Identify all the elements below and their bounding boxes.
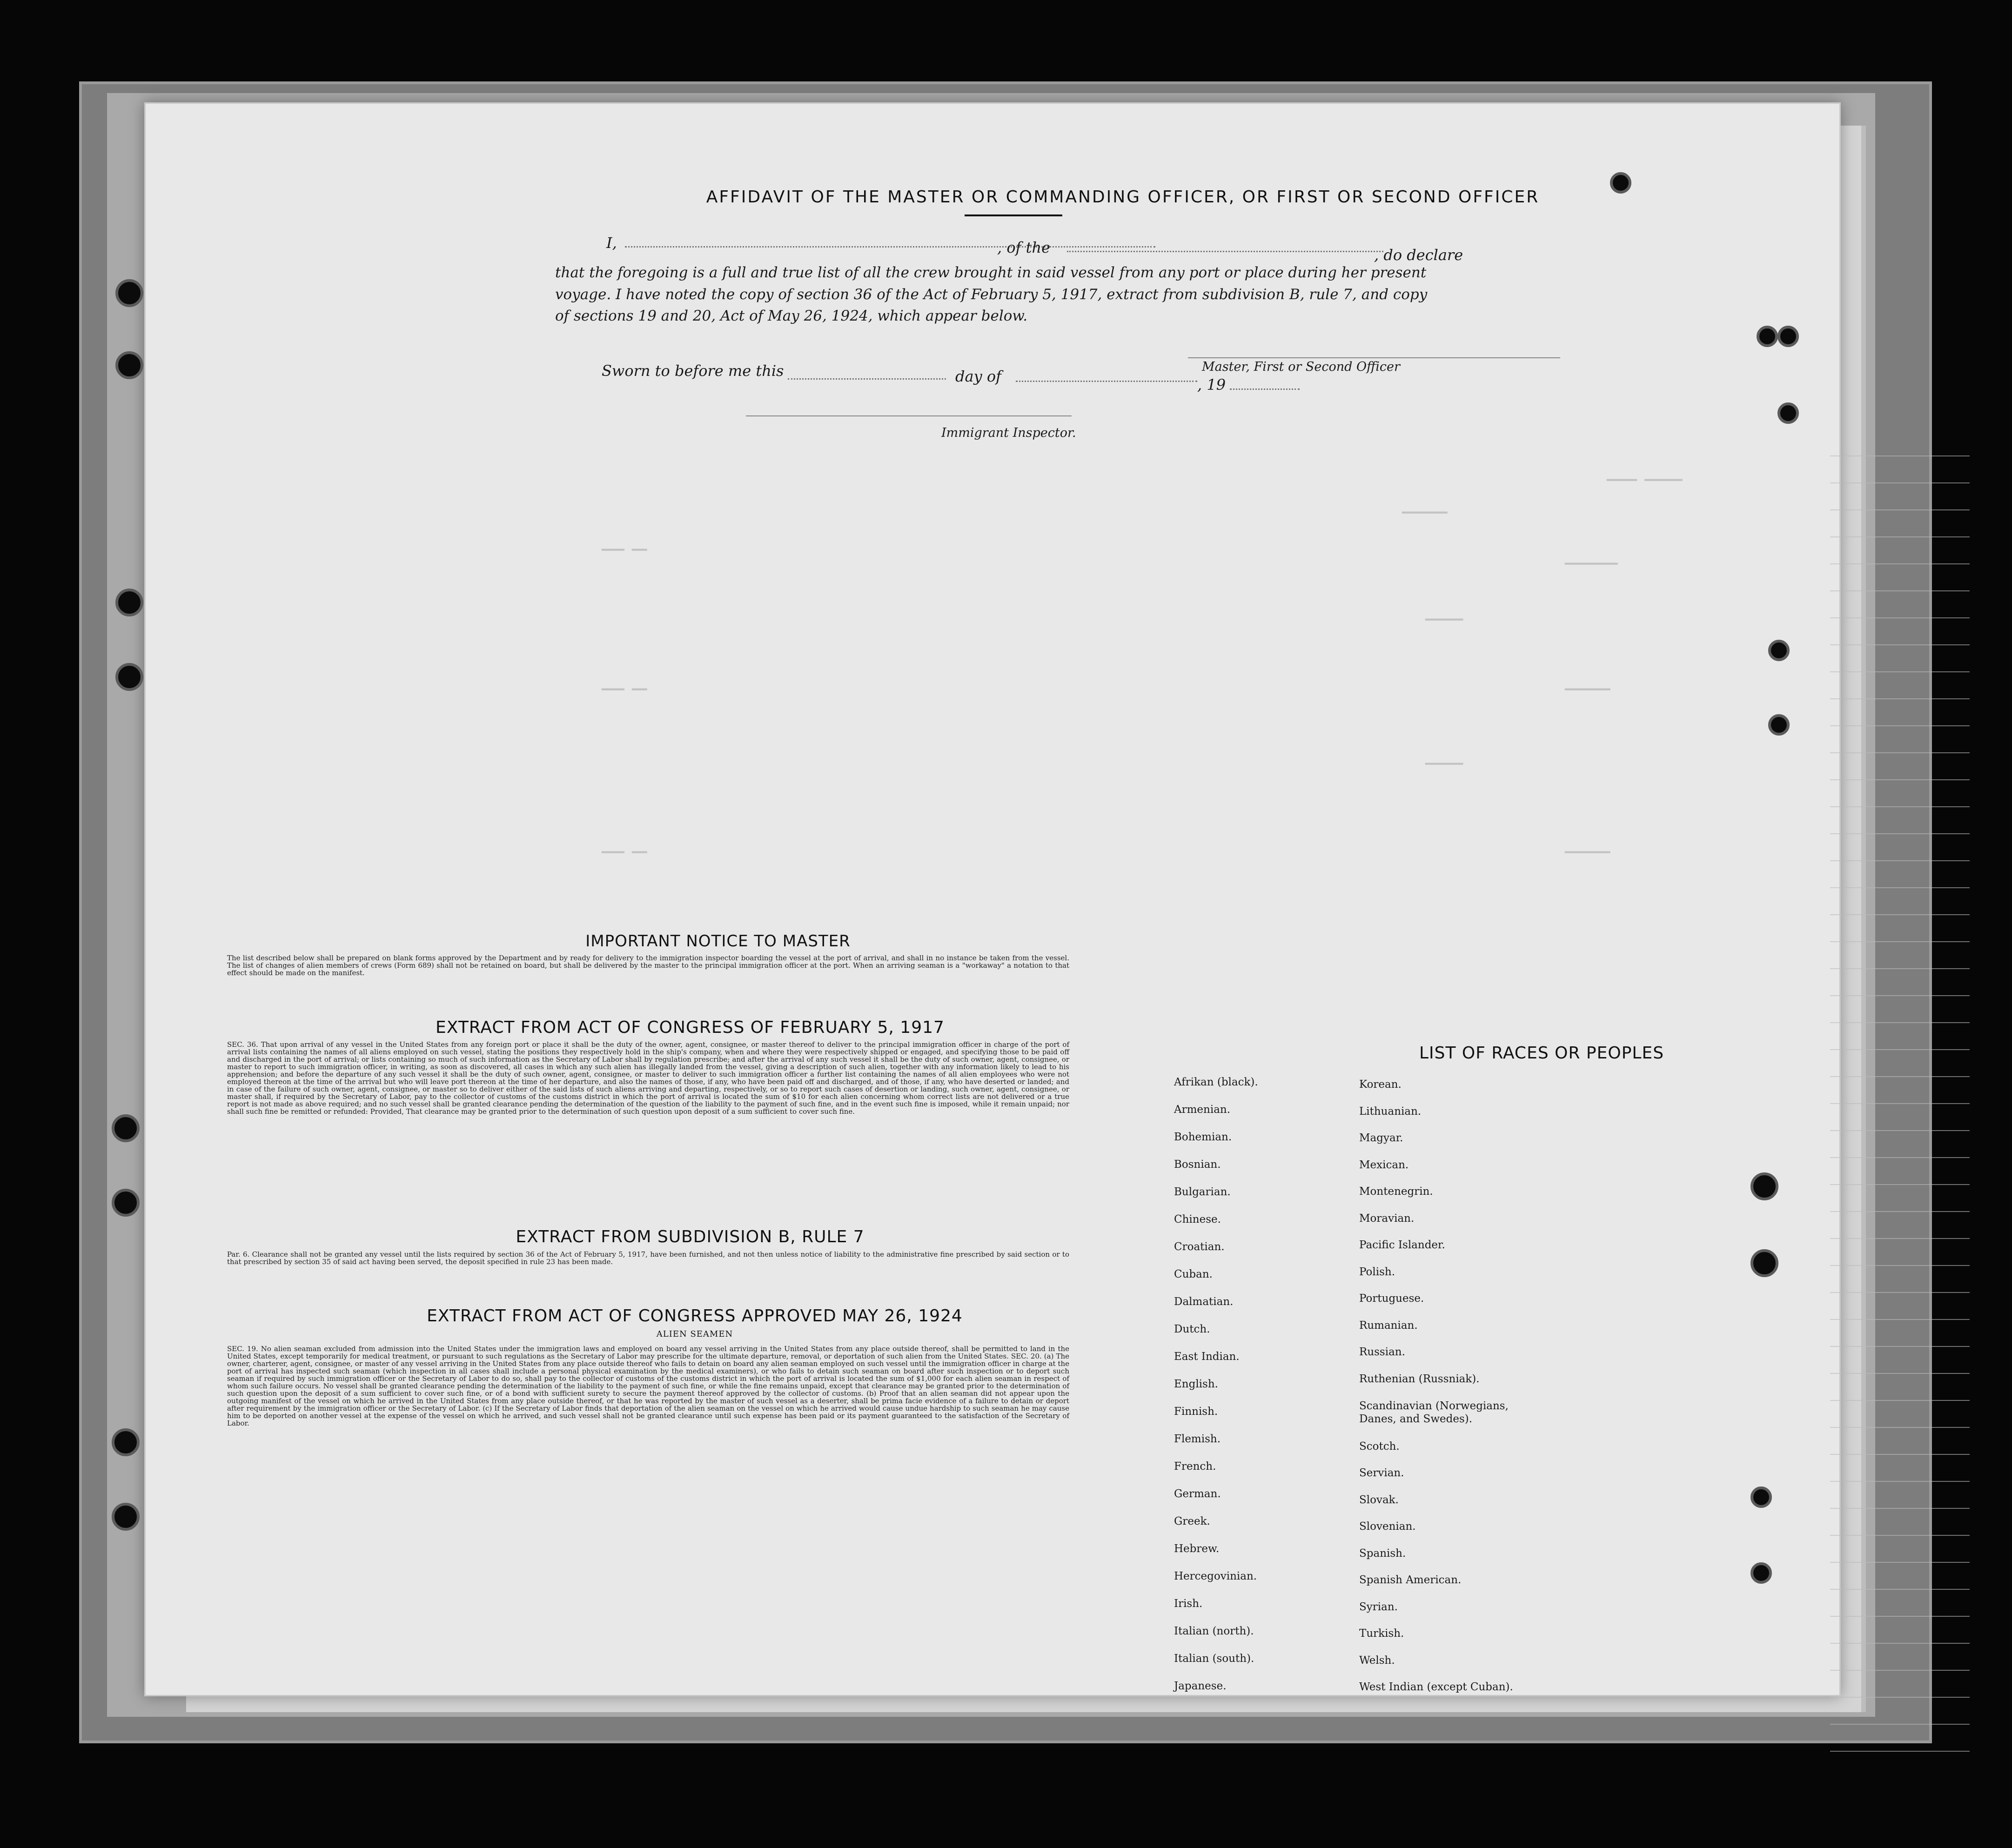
race-item: Magyar. xyxy=(1359,1132,1403,1144)
binder-hole xyxy=(1750,1249,1778,1277)
affidavit-line-2: voyage. I have noted the copy of section 36 of the Act of February 5, 1917, extract from subdivision B, rule 7, and copy xyxy=(555,286,1428,303)
bleed-through-text: ▁▁▁ ▁▁ xyxy=(602,839,647,853)
inspector-label: Immigrant Inspector. xyxy=(941,426,1076,440)
signatory-label: Master, First or Second Officer xyxy=(1202,360,1400,374)
binder-hole xyxy=(1768,714,1790,736)
binder-hole xyxy=(115,663,143,691)
affiant-name-field[interactable] xyxy=(625,246,1155,248)
binder-hole xyxy=(112,1428,140,1456)
binder-hole xyxy=(112,1189,140,1217)
race-item: Dutch. xyxy=(1174,1323,1210,1335)
sworn-year-field[interactable] xyxy=(1230,388,1300,390)
race-item: Croatian. xyxy=(1174,1241,1225,1253)
race-item: German. xyxy=(1174,1488,1221,1500)
bleed-through-text: ▁▁▁▁▁ xyxy=(1425,750,1463,765)
sworn-day-field[interactable] xyxy=(788,378,946,380)
race-item: English. xyxy=(1174,1378,1218,1390)
binder-hole xyxy=(1750,1486,1772,1508)
race-item: Slovak. xyxy=(1359,1493,1399,1506)
affidavit-line-1: that the foregoing is a full and true list of all the crew brought in said vessel from any port or place during her present xyxy=(555,264,1427,281)
race-item: Portuguese. xyxy=(1359,1292,1424,1305)
race-item: Turkish. xyxy=(1359,1627,1404,1640)
race-item: Ruthenian (Russniak). xyxy=(1359,1373,1480,1385)
binder-hole xyxy=(1757,326,1778,347)
ruled-margin xyxy=(1830,429,1970,1755)
binder-hole xyxy=(1610,172,1631,194)
do-declare-label: , do declare xyxy=(1374,246,1463,264)
race-item: Welsh. xyxy=(1359,1654,1395,1667)
extract-1924-title: EXTRACT FROM ACT OF CONGRESS APPROVED MAY 26, 1924 xyxy=(427,1306,963,1326)
race-item: Polish. xyxy=(1359,1265,1395,1278)
race-item: Japanese. xyxy=(1174,1680,1227,1692)
race-item: Syrian. xyxy=(1359,1600,1398,1613)
binder-hole xyxy=(1750,1172,1778,1200)
race-item: Moravian. xyxy=(1359,1212,1415,1225)
race-item: Servian. xyxy=(1359,1467,1404,1479)
race-item: Armenian. xyxy=(1174,1104,1231,1116)
binder-hole xyxy=(112,1114,140,1142)
bleed-through-text: ▁▁▁▁ ▁▁▁▁▁ xyxy=(1607,467,1683,481)
bleed-through-text: ▁▁▁▁▁▁ xyxy=(1565,839,1610,853)
bleed-through-text: ▁▁▁▁▁ xyxy=(1425,606,1463,621)
race-item: Chinese. xyxy=(1174,1213,1221,1225)
signature-line[interactable] xyxy=(1188,357,1560,358)
of-the-label: , of the xyxy=(997,239,1051,256)
race-item: French. xyxy=(1174,1460,1216,1473)
race-item: Scotch. xyxy=(1359,1440,1400,1453)
races-title: LIST OF RACES OR PEOPLES xyxy=(1419,1044,1664,1063)
extract-1924-body: SEC. 19. No alien seaman excluded from admission into the United States under the immigration laws and employed on board any vessel arriving in the United States from any place outside thereof, shall be permitted to land in the United States, except temporarily for medical treatment, or pursuant to such regulations as the Secretary of Labor may prescribe for the ultimate departure, removal, or deportation of such alien from the United States. SEC. 20. (a) The owner, charterer, agent, consignee, or master of any vessel arriving in the United States from any place outside thereof who fails to detain on board any alien seaman employed on such vessel until the immigration officer in charge at the port of arrival has inspected such seaman (which inspection in all cases shall include a personal physical examination by the medical examiners), or who fails to detain such seaman on board after such inspection or to deport such seaman if required by such immigration officer or the Secretary of Labor to do so, shall pay to the collector of customs of the customs district in which the port of arrival is located the sum of $1,000 for each alien seaman in respect of whom such failure occurs. No vessel shall be granted clearance pending the determination of the liability to the payment of such fine, or while the fine remains unpaid, except that clearance may be granted prior to the determination of such question upon the deposit of a sum sufficient to cover such fine, or of a bond with sufficient surety to secure the payment thereof approved by the collector of customs. (b) Proof that an alien seaman did not appear upon the outgoing manifest of the vessel on which he arrived in the United States from any place outside thereof, or that he was reported by the master of such vessel as a deserter, shall be prima facie evidence of a failure to detain or deport after requirement by the immigration officer or the Secretary of Labor. (c) If the Secretary of Labor finds that deportation of the alien seaman on the vessel on which he arrived would cause undue hardship to such seaman he may cause him to be deported on another vessel at the expense of the vessel on which he arrived, and such vessel shall not be granted clearance until such expense has been paid or its payment guaranteed to the satisfaction of the Secretary of Labor. xyxy=(227,1345,1069,1427)
extract-1917-title: EXTRACT FROM ACT OF CONGRESS OF FEBRUARY 5, 1917 xyxy=(436,1018,945,1037)
title-underline xyxy=(965,214,1062,216)
extract-1924-subtitle: ALIEN SEAMEN xyxy=(656,1329,733,1339)
binder-hole xyxy=(115,279,143,307)
race-item: Bosnian. xyxy=(1174,1158,1221,1171)
race-item: Spanish. xyxy=(1359,1547,1406,1560)
race-item: Scandinavian (Norwegians, Danes, and Swedes). xyxy=(1359,1400,1509,1425)
affidavit-line-3: of sections 19 and 20, Act of May 26, 1924, which appear below. xyxy=(555,308,1028,324)
bleed-through-text: ▁▁▁▁▁▁ xyxy=(1565,676,1610,690)
race-item: Hebrew. xyxy=(1174,1543,1220,1555)
binder-hole xyxy=(1777,402,1799,424)
rule-7-title: EXTRACT FROM SUBDIVISION B, RULE 7 xyxy=(516,1227,865,1246)
sworn-label: Sworn to before me this xyxy=(602,362,784,380)
race-item: Mexican. xyxy=(1359,1158,1409,1171)
race-item: Flemish. xyxy=(1174,1433,1221,1445)
binder-hole xyxy=(1750,1562,1772,1584)
affidavit-title: AFFIDAVIT OF THE MASTER OR COMMANDING OFFICER, OR FIRST OR SECOND OFFICER xyxy=(706,187,1540,207)
race-item: Irish. xyxy=(1174,1598,1203,1610)
affiant-label: I, xyxy=(606,234,617,252)
binder-hole xyxy=(115,351,143,379)
race-item: Slovenian. xyxy=(1359,1520,1416,1533)
sworn-month-field[interactable] xyxy=(1016,381,1197,382)
race-item: Montenegrin. xyxy=(1359,1185,1433,1198)
binder-hole xyxy=(115,589,143,616)
race-item: Afrikan (black). xyxy=(1174,1076,1258,1088)
notice-title: IMPORTANT NOTICE TO MASTER xyxy=(585,932,851,951)
vessel-name-field[interactable] xyxy=(1067,251,1383,252)
race-item: Finnish. xyxy=(1174,1406,1218,1418)
bleed-through-text: ▁▁▁ ▁▁ xyxy=(602,536,647,551)
race-item: Bulgarian. xyxy=(1174,1186,1231,1198)
affidavit-page xyxy=(144,102,1841,1696)
binder-hole xyxy=(1777,326,1799,347)
extract-1917-body: SEC. 36. That upon arrival of any vessel in the United States from any foreign port or place it shall be the duty of the owner, agent, consignee, or master thereof to deliver to the principal immigration officer in charge of the port of arrival lists containing the names of all aliens employed on such vessel, stating the positions they respectively hold in the ship's company, when and where they were respectively shipped or engaged, and specifying those to be paid off and discharged in the port of arrival; or lists containing so much of such information as the Secretary of Labor shall by regulation prescribe; and after the arrival of any such vessel it shall be the duty of such owner, agent, consignee, or master to report to such immigration officer, in writing, as soon as discovered, all cases in which any such alien has illegally landed from the vessel, giving a description of such alien, together with any information likely to lead to his apprehension; and before the departure of any such vessel it shall be the duty of such owner, agent, consignee, or master to deliver to such immigration officer a further list containing the names of all alien employees who were not employed thereon at the time of the arrival but who will leave port thereon at the time of her departure, and also the names of those, if any, who have been paid off and discharged, and of those, if any, who have deserted or landed; and in case of the failure of such owner, agent, consignee, or master so to deliver either of the said lists of such aliens arriving and departing, respectively, or so to report such cases of desertion or landing, such owner, agent, consignee, or master shall, if required by the Secretary of Labor, pay to the collector of customs of the customs district in which the port of arrival is located the sum of $10 for each alien concerning whom correct lists are not delivered or a true report is not made as above required; and no such vessel shall be granted clearance pending the determination of the question of the liability to the payment of such fine, and in the event such fine is imposed, while it remain unpaid; nor shall such fine be remitted or refunded: Provided, That clearance may be granted prior to the determination of such question upon deposit of a sum sufficient to cover such fine. xyxy=(227,1040,1069,1116)
binder-hole xyxy=(1768,640,1790,661)
race-item: Korean. xyxy=(1359,1078,1402,1091)
race-item: West Indian (except Cuban). xyxy=(1359,1681,1513,1693)
race-item: Italian (north). xyxy=(1174,1625,1254,1637)
race-item: Bohemian. xyxy=(1174,1131,1232,1143)
race-item: Italian (south). xyxy=(1174,1653,1254,1665)
bleed-through-text: ▁▁▁▁▁▁▁ xyxy=(1565,550,1618,565)
race-item: Lithuanian. xyxy=(1359,1105,1422,1118)
race-item: Dalmatian. xyxy=(1174,1296,1234,1308)
bleed-through-text: ▁▁▁▁▁▁ xyxy=(1402,499,1448,514)
rule-7-body: Par. 6. Clearance shall not be granted any vessel until the lists required by section 36 of the Act of February 5, 1917, have been furnished, and not then unless notice of liability to the administrative fine prescribed by said section or to that prescribed by section 35 of said act having been served, the deposit specified in rule 23 has been made. xyxy=(227,1250,1069,1266)
day-of-label: day of xyxy=(955,368,1001,385)
race-item: Rumanian. xyxy=(1359,1319,1418,1332)
binder-hole xyxy=(112,1503,140,1531)
race-item: Greek. xyxy=(1174,1515,1210,1527)
race-item: Spanish American. xyxy=(1359,1574,1462,1586)
race-item: Hercegovinian. xyxy=(1174,1570,1257,1582)
race-item: Russian. xyxy=(1359,1346,1405,1358)
race-item: Pacific Islander. xyxy=(1359,1239,1445,1251)
inspector-signature-line[interactable] xyxy=(746,415,1072,416)
race-item: East Indian. xyxy=(1174,1351,1240,1363)
bleed-through-text: ▁▁▁ ▁▁ xyxy=(602,676,647,690)
notice-body: The list described below shall be prepared on blank forms approved by the Department and by ready for delivery to the immigration inspector boarding the vessel at the port of arrival, and shall in no instance be taken from the vessel. The list of changes of alien members of crews (Form 689) shall not be retained on board, but shall be delivered by the master to the principal immigration officer at the port. When an arriving seaman is a "workaway" a notation to that effect should be made on the manifest. xyxy=(227,954,1069,977)
year-label: , 19 xyxy=(1197,376,1226,394)
race-item: Cuban. xyxy=(1174,1268,1213,1280)
